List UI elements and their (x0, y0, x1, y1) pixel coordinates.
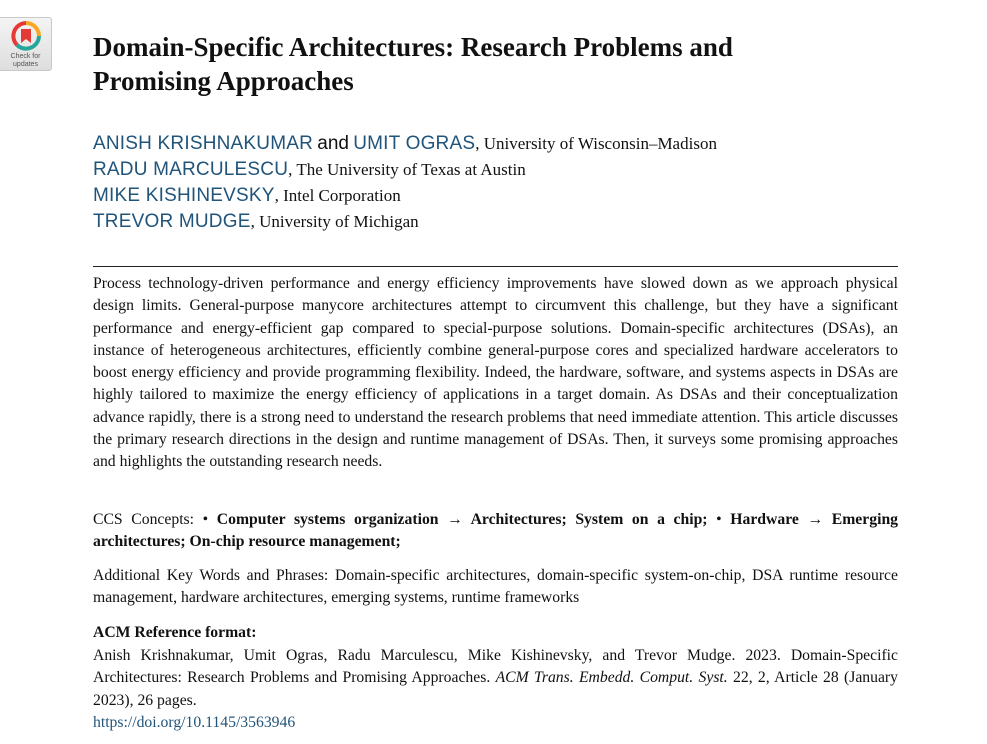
keywords-label: Additional Key Words and Phrases: (93, 567, 335, 584)
author-name: RADU MARCULESCU (93, 159, 289, 180)
author-line-2 (93, 157, 893, 183)
badge-label-line1: Check for (10, 53, 41, 60)
author-line-1 (93, 131, 893, 157)
keywords (93, 565, 898, 610)
author-list (93, 131, 893, 235)
acm-reference-part1: Anish Krishnakumar, Umit Ogras, Radu Marculescu, Mike Kishinevsky, and Trevor Mudge. 2023. Domain-Specific Architectures: Research Problems and Promising Approaches. (93, 647, 898, 687)
badge-label-line2: updates (13, 61, 38, 68)
author-affiliation: , University of Wisconsin–Madison (475, 134, 717, 153)
keywords-text: Domain-specific architectures, domain-specific system-on-chip, DSA runtime resource management, hardware architectures, emerging systems, runtime frameworks (93, 567, 898, 607)
acm-reference-text (93, 645, 898, 712)
ccs-concept-1: Computer systems organization → Architectures; System on a chip; (216, 511, 708, 528)
author-name: MIKE KISHINEVSKY (93, 185, 275, 206)
acm-reference-part2: 22, 2, Article 28 (January 2023), 26 pages. (93, 669, 899, 709)
ccs-concepts (93, 509, 898, 554)
ccs-concept-2: Hardware → Emerging architectures; On-chip resource management; (93, 511, 899, 551)
author-name: TREVOR MUDGE (93, 211, 251, 232)
acm-reference-heading: ACM Reference format: (93, 624, 257, 641)
author-conjunction: and (317, 133, 349, 154)
author-affiliation: , The University of Texas at Austin (288, 160, 526, 179)
acm-journal-name: ACM Trans. Embedd. Comput. Syst. (495, 669, 728, 687)
ccs-separator: • (707, 511, 731, 528)
bookmark-ring-icon (11, 21, 41, 51)
ccs-label: CCS Concepts: • (93, 511, 217, 528)
abstract: Process technology-driven performance and energy efficiency improvements have slowed down as we approach physical design limits. General-purpose manycore architectures attempt to circumvent this challenge, but they have a significant performance and energy-efficient gap compared to special-purpose solutions. Domain-specific architectures (DSAs), an instance of heterogeneous architectures, efficiently combine general-purpose cores and specialized hardware accelerators to boost energy efficiency and provide programming flexibility. Indeed, the hardware, software, and systems aspects in DSAs are highly tailored to maximize the energy efficiency of applications in a target domain. As DSAs and their conceptualization advance rapidly, there is a strong need to understand the research problems that need immediate attention. This article discusses the primary research directions in the design and runtime management of DSAs. Then, it surveys some promising approaches and highlights the outstanding research needs. (93, 275, 898, 471)
paper-title (93, 30, 893, 98)
author-line-4 (93, 209, 893, 235)
author-affiliation: , University of Michigan (250, 212, 419, 231)
author-name: UMIT OGRAS (353, 133, 476, 154)
author-name: ANISH KRISHNAKUMAR (93, 133, 314, 154)
author-line-3 (93, 183, 893, 209)
title-line-2: Promising Approaches (93, 66, 354, 96)
author-affiliation: , Intel Corporation (274, 186, 401, 205)
check-for-updates-badge[interactable] (0, 17, 52, 71)
title-line-1: Domain-Specific Architectures: Research Problems and (93, 32, 733, 62)
doi-link[interactable]: https://doi.org/10.1145/3563946 (93, 714, 296, 731)
badge-label (0, 53, 51, 69)
abstract-divider (93, 266, 898, 267)
